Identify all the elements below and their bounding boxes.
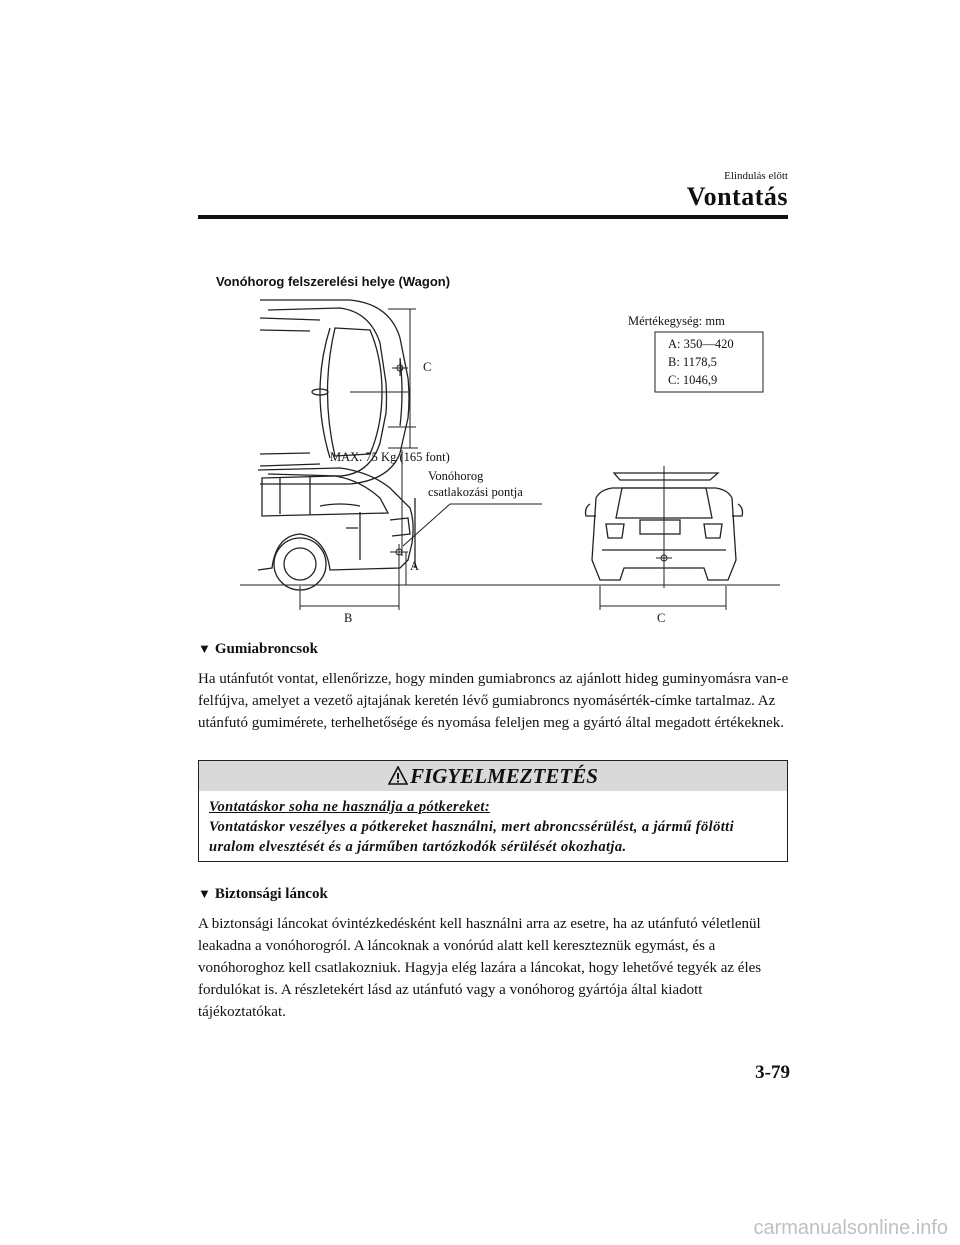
- dim-a-label: A: [410, 559, 420, 573]
- value-c: C: 1046,9: [668, 373, 718, 387]
- dim-b-label: B: [344, 611, 353, 625]
- dim-c-top-label: C: [423, 360, 432, 374]
- warning-title: FIGYELMEZTETÉS: [410, 764, 598, 788]
- page-number: 3-79: [755, 1062, 790, 1083]
- section-body-tyres: Ha utánfutót vontat, ellenőrizze, hogy minden gumiabroncs az ajánlott hideg guminyomásra van-e felfújva, amelyet a vezető ajtajának keretén lévő gumiabroncs nyomásérték-címke tartalmaz. Az utánfutó gumimérete, terhelhetősége és nyomása feleljen meg a gyártó által megadott értékeknek.: [198, 671, 789, 731]
- tow-hitch-diagram: [240, 298, 780, 628]
- warning-text: [209, 797, 769, 857]
- dimension-lines-side: [240, 552, 780, 610]
- warning-box: [198, 760, 788, 862]
- header-rule: [198, 215, 788, 219]
- page-title: Vontatás: [686, 182, 788, 211]
- max-load-label: MAX. 75 Kg (165 font): [330, 450, 450, 464]
- section-heading-chains-text: Biztonsági láncok: [214, 886, 328, 902]
- rear-hitch-marker: [656, 466, 672, 588]
- chapter-label: Elindulás előtt: [724, 170, 788, 182]
- dimension-c-rear: [600, 586, 726, 610]
- triangle-down-icon: ▼: [198, 641, 211, 656]
- figure-caption: Vonóhorog felszerelési helye (Wagon): [216, 274, 451, 289]
- section-body-chains: A biztonsági láncokat óvintézkedésként kell használni arra az esetre, ha az utánfutó véletlenül leakadna a vonóhorogról. A láncoknak a vonórúd alatt kell kereszteznük egymást, és a vonóhoroghoz kell csatlakozniuk. Hagyja elég lazára a láncokat, hogy lehetővé tegyék az éles fordulókat is. A részletekért lásd az utánfutó vagy a vonóhorog gyártója által kiadott tájékoztatókat.: [198, 916, 762, 1020]
- value-b: B: 1178,5: [668, 355, 717, 369]
- unit-label: Mértékegység: mm: [628, 314, 725, 328]
- hitch-point-label-1: Vonóhorog: [428, 469, 484, 483]
- triangle-down-icon: ▼: [198, 886, 211, 901]
- car-side-view: [258, 468, 415, 590]
- warning-header: [199, 761, 787, 791]
- hitch-point-marker: [390, 450, 542, 560]
- warning-line-1: Vontatáskor soha ne használja a pótkereket:: [209, 799, 491, 815]
- section-heading-tyres-text: Gumiabroncsok: [214, 641, 318, 657]
- dim-c-rear-label: C: [657, 611, 666, 625]
- warning-triangle-icon: [388, 766, 408, 785]
- hitch-point-label-2: csatlakozási pontja: [428, 485, 523, 499]
- section-heading-chains: [198, 886, 328, 903]
- value-a: A: 350—420: [668, 337, 734, 351]
- watermark: carmanualsonline.info: [753, 1217, 948, 1239]
- section-heading-tyres: [198, 641, 318, 658]
- warning-line-2: Vontatáskor veszélyes a pótkereket használni, mert abroncssérülést, a jármű fölötti uralom elvesztését és a járműben tartózkodók sérülését okozhatja.: [209, 819, 735, 855]
